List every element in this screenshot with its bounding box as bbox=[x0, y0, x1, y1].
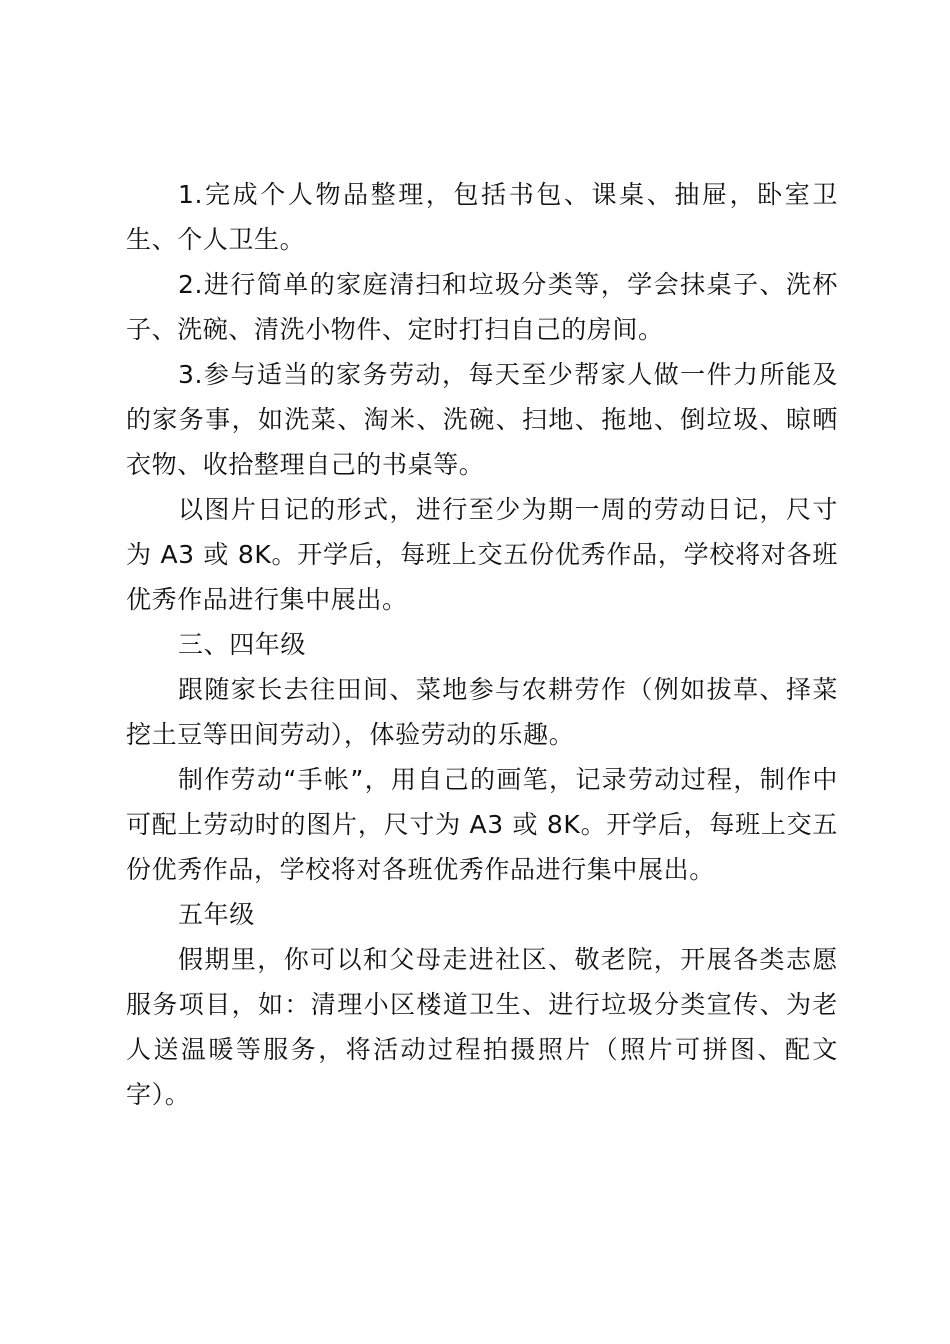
paragraph-volunteer: 假期里，你可以和父母走进社区、敬老院，开展各类志愿服务项目，如：清理小区楼道卫生、进行垃圾分类宣传、为老人送温暖等服务，将活动过程拍摄照片（照片可拼图、配文字）。 bbox=[126, 945, 838, 1109]
heading-grades-3-4: 三、四年级 bbox=[178, 630, 307, 659]
paragraph-task-2: 2.进行简单的家庭清扫和垃圾分类等，学会抹桌子、洗杯子、洗碗、清洗小物件、定时打扫自己的房间。 bbox=[126, 270, 838, 344]
heading-grade-5: 五年级 bbox=[178, 900, 255, 929]
paragraph-task-3: 3.参与适当的家务劳动，每天至少帮家人做一件力所能及的家务事，如洗菜、淘米、洗碗、扫地、拖地、倒垃圾、晾晒衣物、收拾整理自己的书桌等。 bbox=[126, 360, 838, 479]
paragraph-farming: 跟随家长去往田间、菜地参与农耕劳作（例如拔草、择菜挖土豆等田间劳动），体验劳动的乐趣。 bbox=[126, 675, 838, 749]
paragraph-handbook: 制作劳动“手帐”，用自己的画笔，记录劳动过程，制作中可配上劳动时的图片，尺寸为 A3 或 8K。开学后，每班上交五份优秀作品，学校将对各班优秀作品进行集中展出。 bbox=[126, 765, 838, 884]
document-body bbox=[126, 172, 838, 1117]
paragraph-task-1: 1.完成个人物品整理，包括书包、课桌、抽屉，卧室卫生、个人卫生。 bbox=[126, 180, 838, 254]
paragraph-diary-instructions: 以图片日记的形式，进行至少为期一周的劳动日记，尺寸为 A3 或 8K。开学后，每班上交五份优秀作品，学校将对各班优秀作品进行集中展出。 bbox=[126, 495, 838, 614]
